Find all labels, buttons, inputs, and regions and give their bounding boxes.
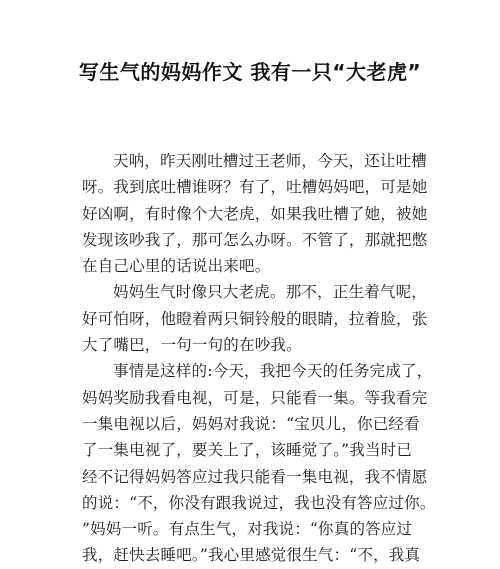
text-line: 妈妈奖励我看电视，可是，只能看一集。等我看完 — [82, 388, 428, 407]
text-line: 经不记得妈妈答应过我只能看一集电视，我不情愿 — [82, 467, 428, 486]
text-line: ”妈妈一听。有点生气，对我说：“你真的答应过 — [82, 520, 413, 539]
text-line: 的说：“不，你没有跟我说过，我也没有答应过你。 — [82, 493, 436, 512]
paragraph-1 — [82, 148, 428, 279]
article-title: 写生气的妈妈作文 我有一只“大老虎” — [78, 60, 422, 84]
text-line: 发现该吵我了，那可怎么办呀。不管了，那就把憋 — [82, 230, 428, 249]
text-line: 呀。我到底吐槽谁呀？有了，吐槽妈妈吧，可是她 — [82, 178, 428, 197]
text-line: 一集电视以后，妈妈对我说：“宝贝儿，你已经看 — [82, 414, 420, 433]
paragraph-2 — [82, 279, 428, 358]
article-body — [82, 148, 436, 569]
text-line: 大了嘴巴，一句一句的在吵我。 — [82, 336, 302, 355]
text-line: 好凶啊，有时像个大老虎，如果我吐槽了她，被她 — [82, 204, 428, 223]
text-line: 在自己心里的话说出来吧。 — [82, 257, 271, 276]
text-line: 妈妈生气时像只大老虎。那不，正生着气呢， — [113, 283, 428, 302]
text-line: 我，赶快去睡吧。”我心里感觉很生气：“不，我真 — [82, 546, 421, 565]
text-line: 好可怕呀，他瞪着两只铜铃般的眼睛，拉着脸，张 — [82, 309, 428, 328]
text-line: 天呐，昨天刚吐槽过王老师，今天，还让吐槽 — [113, 152, 428, 170]
text-line: 了一集电视了，要关上了，该睡觉了。”我当时已 — [82, 441, 413, 460]
paragraph-3 — [82, 358, 436, 568]
text-line: 事情是这样的:今天，我把今天的任务完成了， — [113, 362, 433, 381]
